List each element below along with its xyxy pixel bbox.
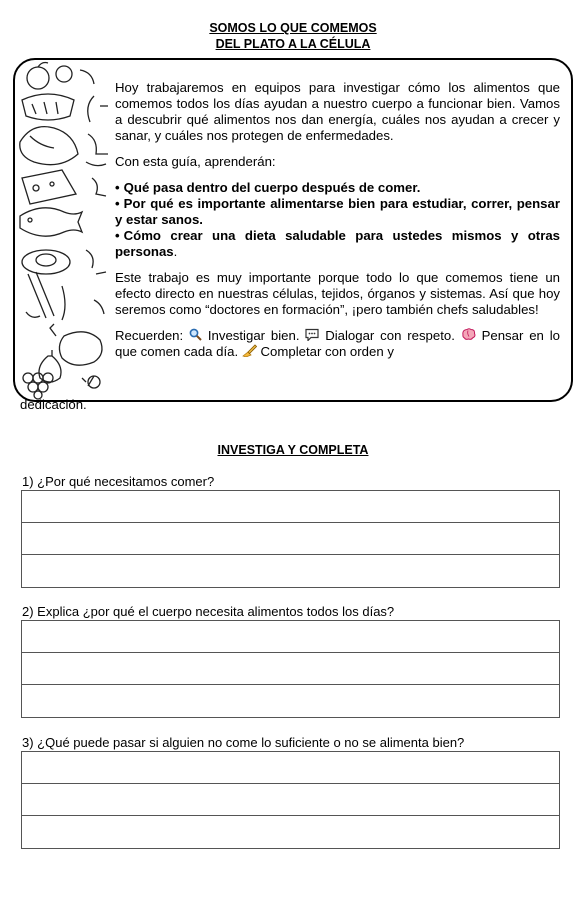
cheese-icon [22, 170, 106, 204]
intro-paragraph-1: Hoy trabajaremos en equipos para investigar cómo los alimentos que comemos todos los días ayudan a nuestro cuerpo a funcionar bien. Vamos a descubrir qué alimentos nos dan energía, cuáles nos ayudan a crecer y sanar, y cuáles nos protegen de enfermedades. [115, 80, 560, 143]
intro-text [115, 80, 560, 370]
learning-list [115, 180, 560, 260]
page-title-line2: DEL PLATO A LA CÉLULA [215, 37, 371, 51]
learning-item: • Cómo crear una dieta saludable para ustedes mismos y otras personas. [115, 228, 560, 259]
section-title: INVESTIGA Y COMPLETA [217, 443, 369, 457]
remember-item-4: Completar con orden y [260, 344, 394, 359]
remember-item-2: Dialogar con respeto. [325, 328, 455, 343]
answer-box-2[interactable] [21, 620, 560, 718]
remember-overflow-text: dedicación. [20, 397, 87, 412]
fish-icon [20, 208, 82, 236]
page-title-line1: SOMOS LO QUE COMEMOS [209, 21, 377, 35]
answer-line[interactable] [22, 621, 559, 653]
fruit-icon [27, 63, 94, 90]
answer-line[interactable] [22, 752, 559, 784]
answer-box-3[interactable] [21, 751, 560, 849]
learning-item: • Qué pasa dentro del cuerpo después de comer. [115, 180, 421, 195]
question-1: 1) ¿Por qué necesitamos comer? [22, 474, 215, 489]
remember-item-1: Investigar bien. [207, 328, 300, 343]
answer-line[interactable] [22, 491, 559, 523]
grapes-icon [23, 373, 100, 399]
speech-bubble-icon [305, 328, 319, 343]
answer-line[interactable] [22, 685, 559, 717]
learning-item: • Por qué es importante alimentarse bien para estudiar, correr, pensar y estar sanos. [115, 196, 560, 227]
answer-line[interactable] [22, 555, 559, 587]
question-2: 2) Explica ¿por qué el cuerpo necesita alimentos todos los días? [22, 604, 395, 619]
intro-paragraph-2: Con esta guía, aprenderán: [115, 154, 276, 169]
writing-hand-icon [242, 344, 257, 359]
bread-icon [22, 94, 108, 122]
answer-line[interactable] [22, 784, 559, 816]
answer-line[interactable] [22, 653, 559, 685]
chicken-icon [50, 324, 102, 365]
leek-icon [26, 272, 104, 320]
answer-line[interactable] [22, 816, 559, 848]
loaf-icon [20, 127, 108, 166]
remember-label: Recuerden: [115, 328, 184, 343]
remember-item-3: Pensar en lo que comen cada día. [115, 328, 560, 359]
food-illustration-border [16, 60, 110, 400]
remember-line [115, 328, 560, 360]
intro-paragraph-3: Este trabajo es muy importante porque todo lo que comemos tiene un efecto directo en nuestras células, tejidos, órganos y sistemas. Así que hoy seremos como “doctores en formación”, ¡pero también chefs saludables! [115, 270, 560, 317]
egg-plate-icon [22, 250, 106, 274]
brain-icon [461, 328, 476, 343]
answer-box-1[interactable] [21, 490, 560, 588]
magnifier-icon [189, 328, 202, 343]
question-3: 3) ¿Qué puede pasar si alguien no come lo suficiente o no se alimenta bien? [22, 735, 465, 750]
answer-line[interactable] [22, 523, 559, 555]
